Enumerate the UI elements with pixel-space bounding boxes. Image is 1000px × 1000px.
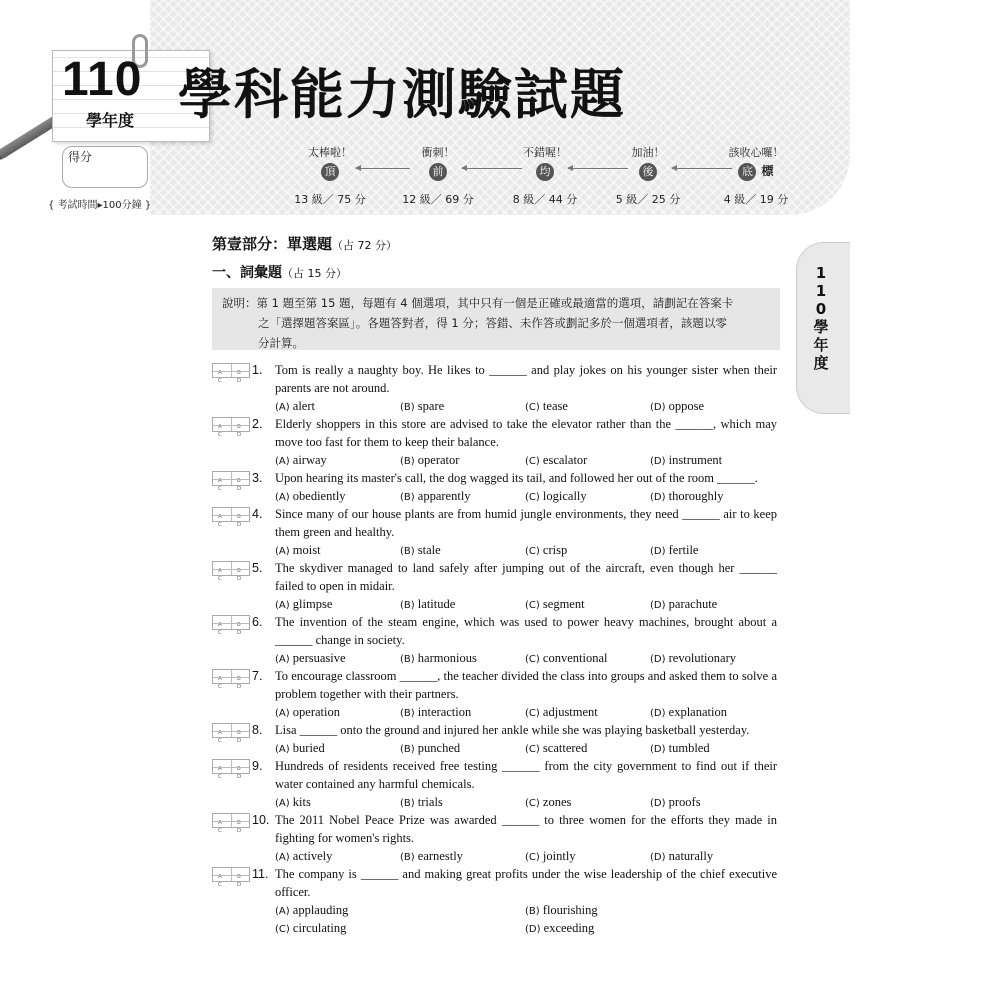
option-letter: (A) [275,600,290,611]
level-score: 5 級／ 25 分 [615,193,681,206]
option-letter: (A) [275,402,290,413]
option-text: explanation [665,705,727,719]
option-text: escalator [539,453,588,467]
option-letter: (A) [275,456,290,467]
answer-bubble-letter: C [218,522,222,528]
question-number: 3. [252,471,263,485]
option-letter: (B) [400,708,415,719]
option[interactable] [400,739,460,759]
answer-bubble-letter: C [218,576,222,582]
option-text: buried [289,741,325,755]
option-text: naturally [665,849,714,863]
option-letter: (C) [525,744,540,755]
option-text: airway [289,453,327,467]
answer-bubble-box[interactable] [212,417,250,438]
question-item [212,613,782,667]
level-cheer: 衝刺！ [421,146,455,159]
option[interactable] [275,595,332,615]
option[interactable] [275,703,340,723]
option[interactable] [400,847,463,867]
option-letter: (D) [650,600,666,611]
question-stem: Since many of our house plants are from humid jungle environments, they need ______ air to keep them green and healthy. [275,507,777,539]
question-number: 10. [252,813,270,827]
answer-bubble-letter: A [218,730,222,736]
question-number: 1. [252,363,263,377]
option-text: moist [289,543,321,557]
answer-bubble-box[interactable] [212,759,250,780]
option-letter: (A) [275,492,290,503]
option-text: applauding [289,903,349,917]
option[interactable] [525,919,594,939]
score-label: 得分 [68,150,93,164]
level-badge: 均 [536,163,554,181]
question-item [212,505,782,559]
answer-bubble-letter: D [237,738,242,744]
instructions-label: 說明： [222,296,257,310]
answer-bubble-letter: C [218,774,222,780]
answer-bubble-letter: C [218,486,222,492]
option[interactable] [650,703,727,723]
option-letter: (C) [525,546,540,557]
option-letter: (C) [275,924,290,935]
option[interactable] [650,649,736,669]
option[interactable] [525,649,608,669]
instructions-line: 第 1 題至第 15 題，每題有 4 個選項，其中只有一個是正確或最適當的選項，請劃記在答案卡 [256,296,734,310]
level-score: 12 級／ 69 分 [402,193,474,206]
option-letter: (C) [525,402,540,413]
level-cheer: 該收心囉！ [728,146,784,159]
option-letter: (C) [525,798,540,809]
option[interactable] [650,451,722,471]
question-stem: The invention of the steam engine, which was used to power heavy machines, brought about a ______ change in society. [275,615,777,647]
option[interactable] [275,919,346,939]
level-score: 4 級／ 19 分 [723,193,789,206]
level-cheer: 太棒啦！ [308,146,352,159]
option-letter: (A) [275,852,290,863]
option[interactable] [650,397,704,417]
answer-bubble-letter: C [218,738,222,744]
option-letter: (D) [650,546,666,557]
option[interactable] [275,793,311,813]
question-item [212,415,782,469]
answer-bubble-letter: A [218,676,222,682]
option-text: instrument [665,453,723,467]
option[interactable] [275,847,332,867]
side-char: 年 [813,336,829,354]
question-item [212,667,782,721]
option[interactable] [275,541,321,561]
option[interactable] [525,541,567,561]
option-text: trials [414,795,443,809]
answer-bubble-letter: A [218,424,222,430]
option[interactable] [400,487,471,507]
option-text: stale [414,543,441,557]
answer-bubble-letter: B [237,622,241,628]
option-text: proofs [665,795,701,809]
option-letter: (D) [650,456,666,467]
option-letter: (B) [400,402,415,413]
answer-bubble-letter: B [237,478,241,484]
option[interactable] [650,793,701,813]
level-cheer: 不錯喔！ [523,146,567,159]
option-text: parachute [665,597,718,611]
option-text: adjustment [539,705,598,719]
level-back [598,144,698,207]
answer-bubble-box[interactable] [212,561,250,582]
option-text: conventional [539,651,608,665]
question-number: 11. [252,867,269,881]
option-text: segment [539,597,585,611]
part-heading [212,233,397,254]
question-stem: Upon hearing its master's call, the dog wagged its tail, and followed her out of the room ______. [275,471,758,485]
option-text: apparently [414,489,471,503]
option-text: fertile [665,543,699,557]
level-badge: 頂 [321,163,339,181]
answer-bubble-letter: A [218,622,222,628]
option-letter: (D) [650,852,666,863]
option-letter: (D) [525,924,541,935]
answer-bubble-letter: D [237,378,242,384]
option-letter: (A) [275,546,290,557]
question-number: 4. [252,507,263,521]
option-letter: (B) [400,654,415,665]
answer-bubble-letter: D [237,828,242,834]
part-points: （占 72 分） [332,239,398,252]
option-text: operator [414,453,460,467]
exam-time: { 考試時間▸100分鐘 } [48,200,152,211]
option[interactable] [650,847,713,867]
answer-bubble-box[interactable] [212,363,250,384]
question-item [212,469,782,505]
side-char: 學 [813,318,829,336]
option-letter: (D) [650,402,666,413]
option-text: operation [289,705,340,719]
answer-bubble-letter: C [218,630,222,636]
option-letter: (D) [650,708,666,719]
option-text: glimpse [289,597,333,611]
answer-bubble-letter: B [237,820,241,826]
question-stem: The skydiver managed to land safely after jumping out of the aircraft, even though her ______ failed to open in midair. [275,561,777,593]
option-letter: (A) [275,906,290,917]
option-letter: (C) [525,600,540,611]
answer-bubble-letter: B [237,514,241,520]
option-text: exceeding [540,921,595,935]
section-points: （占 15 分） [282,267,347,280]
level-score: 8 級／ 44 分 [512,193,578,206]
answer-bubble-letter: C [218,684,222,690]
question-item [212,757,782,811]
option-text: actively [289,849,333,863]
option-text: oppose [665,399,705,413]
option-letter: (C) [525,492,540,503]
answer-bubble-box[interactable] [212,471,250,492]
option[interactable] [525,451,587,471]
option[interactable] [275,397,315,417]
option[interactable] [525,487,587,507]
instructions-line: 分計算。 [258,336,304,350]
level-badge: 底 [738,163,756,181]
question-item [212,721,782,757]
option[interactable] [400,541,441,561]
year-label: 學年度 [86,111,135,130]
option[interactable] [275,649,346,669]
answer-bubble-letter: B [237,766,241,772]
question-item [212,361,782,415]
answer-bubble-letter: D [237,486,242,492]
option-text: obediently [289,489,346,503]
option-text: kits [289,795,311,809]
option[interactable] [525,739,587,759]
instructions-box [212,288,780,350]
option-letter: (C) [525,654,540,665]
level-badge-suffix: 標 [761,164,774,178]
question-number: 6. [252,615,263,629]
option-letter: (A) [275,654,290,665]
option-letter: (D) [650,744,666,755]
option[interactable] [525,793,571,813]
option-letter: (D) [650,654,666,665]
option[interactable] [275,487,346,507]
option-text: thoroughly [665,489,724,503]
option-letter: (D) [650,492,666,503]
option[interactable] [275,451,327,471]
question-stem: Lisa ______ onto the ground and injured her ankle while she was playing basketball yesterday. [275,723,750,737]
option-text: scattered [539,741,588,755]
option-letter: (C) [525,456,540,467]
option-letter: (D) [650,798,666,809]
answer-bubble-box[interactable] [212,615,250,636]
answer-bubble-letter: B [237,730,241,736]
answer-bubble-letter: B [237,874,241,880]
option-text: spare [414,399,445,413]
answer-bubble-box[interactable] [212,813,250,834]
side-char: 1 [815,264,827,282]
question-number: 8. [252,723,263,737]
option-text: earnestly [414,849,463,863]
option-text: tease [539,399,568,413]
question-number: 5. [252,561,263,575]
option[interactable] [400,703,471,723]
option[interactable] [525,397,568,417]
answer-bubble-letter: A [218,874,222,880]
option-letter: (A) [275,708,290,719]
option-letter: (B) [400,744,415,755]
question-number: 9. [252,759,263,773]
option-text: punched [414,741,461,755]
option-text: jointly [539,849,576,863]
level-badge: 後 [639,163,657,181]
level-average [495,144,595,207]
option[interactable] [525,595,585,615]
option-text: zones [539,795,572,809]
level-bottom [706,144,806,207]
answer-bubble-letter: A [218,370,222,376]
level-badge: 前 [429,163,447,181]
side-char: 0 [815,300,827,318]
option[interactable] [400,451,459,471]
option-text: harmonious [414,651,477,665]
question-item [212,811,782,865]
option-text: flourishing [539,903,598,917]
level-cheer: 加油！ [631,146,665,159]
option[interactable] [275,901,348,921]
answer-bubble-letter: A [218,766,222,772]
page-title: 學科能力測驗試題 [178,63,626,126]
answer-bubble-letter: C [218,882,222,888]
year-number: 110 [62,53,143,106]
option-text: persuasive [289,651,346,665]
side-tab-label [808,264,834,372]
option[interactable] [650,739,710,759]
option-letter: (A) [275,744,290,755]
answer-bubble-letter: B [237,370,241,376]
option-letter: (B) [400,546,415,557]
question-stem: The company is ______ and making great profits under the wise leadership of the chief executive officer. [275,867,777,899]
option[interactable] [650,541,698,561]
side-char: 1 [815,282,827,300]
level-top [280,144,380,207]
answer-bubble-box[interactable] [212,723,250,744]
answer-bubble-box[interactable] [212,669,250,690]
side-char: 度 [813,354,829,372]
answer-bubble-letter: A [218,568,222,574]
option-text: revolutionary [665,651,736,665]
answer-bubble-letter: D [237,684,242,690]
answer-bubble-letter: D [237,522,242,528]
score-scale [150,140,850,210]
level-score: 13 級／ 75 分 [294,193,366,206]
option[interactable] [525,847,576,867]
answer-bubble-letter: D [237,774,242,780]
answer-bubble-letter: D [237,576,242,582]
answer-bubble-letter: A [218,820,222,826]
question-stem: The 2011 Nobel Peace Prize was awarded ______ to three women for the efforts they made in fighting for women's rights. [275,813,777,845]
question-stem: Hundreds of residents received free testing ______ from the city government to find out if their water contained any harmful chemicals. [275,759,777,791]
question-stem: To encourage classroom ______, the teacher divided the class into groups and asked them to solve a problem together with their partners. [275,669,777,701]
option[interactable] [650,487,724,507]
section-heading [212,262,347,282]
option-letter: (B) [525,906,540,917]
option-letter: (B) [400,798,415,809]
answer-bubble-letter: D [237,882,242,888]
answer-bubble-letter: A [218,514,222,520]
option-letter: (B) [400,852,415,863]
answer-bubble-letter: D [237,630,242,636]
part-title: 第壹部分：單選題 [212,235,333,253]
option[interactable] [525,703,598,723]
option-letter: (B) [400,456,415,467]
answer-bubble-letter: B [237,676,241,682]
answer-bubble-box[interactable] [212,867,250,888]
instructions-line: 之「選擇題答案區」。各題答對者，得 1 分；答錯、未作答或劃記多於一個選項者，該題以零 [258,316,727,330]
option-text: circulating [289,921,347,935]
option-letter: (C) [525,852,540,863]
option[interactable] [275,739,325,759]
option[interactable] [400,793,443,813]
answer-bubble-letter: B [237,424,241,430]
option[interactable] [650,595,717,615]
answer-bubble-letter: C [218,828,222,834]
section-title: 一、詞彙題 [212,265,282,281]
option-text: crisp [539,543,568,557]
answer-bubble-letter: C [218,432,222,438]
option-letter: (A) [275,798,290,809]
option-text: alert [289,399,315,413]
question-item [212,865,782,937]
question-number: 2. [252,417,263,431]
answer-bubble-letter: B [237,568,241,574]
option[interactable] [525,901,598,921]
option[interactable] [400,649,477,669]
answer-bubble-letter: A [218,478,222,484]
question-stem: Elderly shoppers in this store are advised to take the elevator rather than the ______, which may move too fast for them to keep their balance. [275,417,777,449]
option[interactable] [400,595,455,615]
answer-bubble-letter: D [237,432,242,438]
question-number: 7. [252,669,263,683]
question-stem: Tom is really a naughty boy. He likes to ______ and play jokes on his younger sister when their parents are not around. [275,363,777,395]
option-letter: (C) [525,708,540,719]
level-front [388,144,488,207]
option-text: tumbled [665,741,710,755]
option[interactable] [400,397,444,417]
option-text: interaction [414,705,472,719]
option-text: logically [539,489,587,503]
answer-bubble-letter: C [218,378,222,384]
answer-bubble-box[interactable] [212,507,250,528]
option-letter: (B) [400,492,415,503]
option-letter: (B) [400,600,415,611]
question-item [212,559,782,613]
option-text: latitude [414,597,456,611]
